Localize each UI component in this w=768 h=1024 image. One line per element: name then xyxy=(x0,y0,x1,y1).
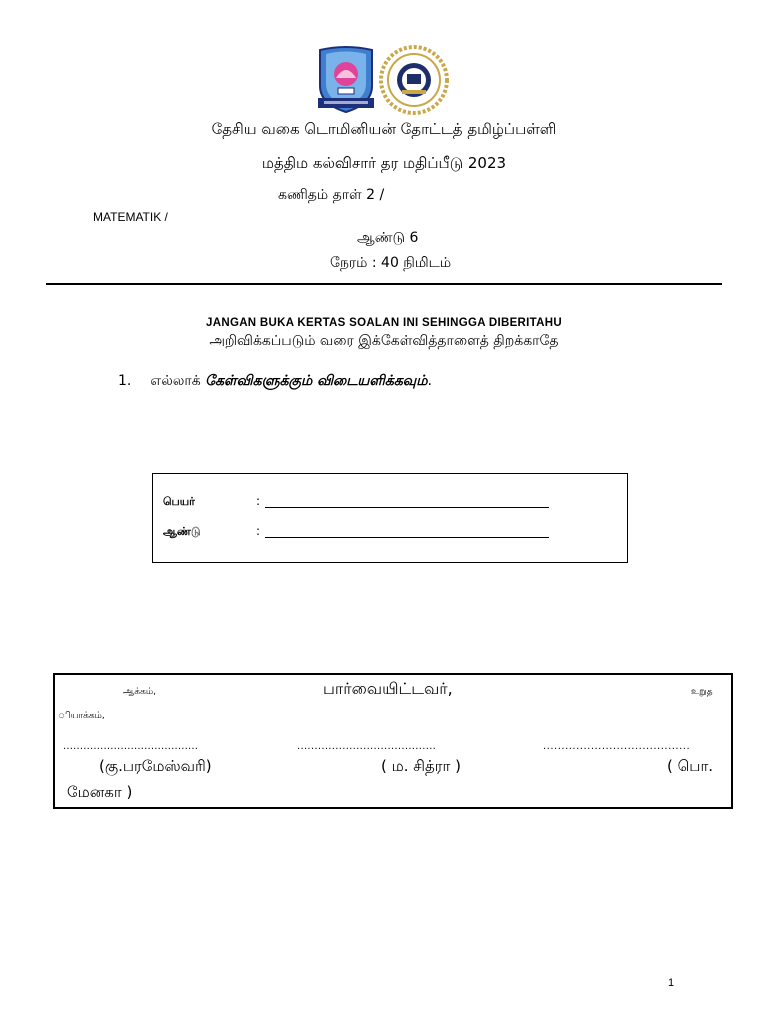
signature-dots-2: ........................................ xyxy=(297,741,437,752)
exam-title: மத்திம கல்விசார் தர மதிப்பீடு 2023 xyxy=(261,154,507,172)
student-info-box xyxy=(152,473,628,563)
time-label: நேரம் : 40 நிமிடம் xyxy=(330,255,452,271)
signatory-name-3-cont: மேனகா ) xyxy=(67,783,133,801)
name-colon: : xyxy=(256,494,261,508)
school-logos xyxy=(314,44,454,116)
instruction-line xyxy=(118,373,432,391)
name-label: பெயர் xyxy=(163,495,195,508)
instruction-emphasis: கேள்விகளுக்கும் விடையளிக்கவும் xyxy=(205,373,428,389)
warning-malay: JANGAN BUKA KERTAS SOALAN INI SEHINGGA DIBERITAHU xyxy=(206,317,562,329)
year-label: ஆண்டு 6 xyxy=(357,230,419,246)
signature-dots-1: ........................................ xyxy=(63,741,199,752)
signatory-name-2: ( ம. சித்ரா ) xyxy=(381,757,461,775)
school-crest-icon xyxy=(314,44,454,116)
year-field-label: ஆண்டு xyxy=(163,525,201,538)
warning-tamil: அறிவிக்கப்படும் வரை இக்கேள்வித்தாளைத் திறக்காதே xyxy=(209,333,559,349)
year-field[interactable] xyxy=(265,537,549,538)
subject-tamil: கணிதம் தாள் 2 / xyxy=(278,187,385,203)
checked-label: பார்வையிட்டவர், xyxy=(323,679,453,698)
subject-malay: MATEMATIK / xyxy=(93,210,168,224)
instruction-lead: எல்லாக் xyxy=(150,373,201,389)
signature-dots-3: ........................................ xyxy=(543,741,691,752)
signatory-name-1: (கு.பரமேஸ்வரி) xyxy=(99,757,212,775)
verified-label: உறுத xyxy=(691,687,713,697)
crest-shield-icon xyxy=(318,47,374,112)
school-name: தேசிய வகை டொமினியன் தோட்டத் தமிழ்ப்பள்ளி xyxy=(211,120,557,138)
instruction-number: 1. xyxy=(118,373,132,389)
name-field[interactable] xyxy=(265,507,549,508)
signature-box xyxy=(53,673,733,809)
year-colon: : xyxy=(256,524,261,538)
prepared-label: ஆக்கம், xyxy=(123,687,156,697)
instruction-end: . xyxy=(427,373,432,389)
page-number: 1 xyxy=(668,977,675,989)
header-divider xyxy=(46,283,722,285)
crest-seal-icon xyxy=(381,47,447,113)
signatory-name-3: ( பொ. xyxy=(667,757,714,775)
verified-label-cont: ியாக்கம், xyxy=(58,711,105,721)
